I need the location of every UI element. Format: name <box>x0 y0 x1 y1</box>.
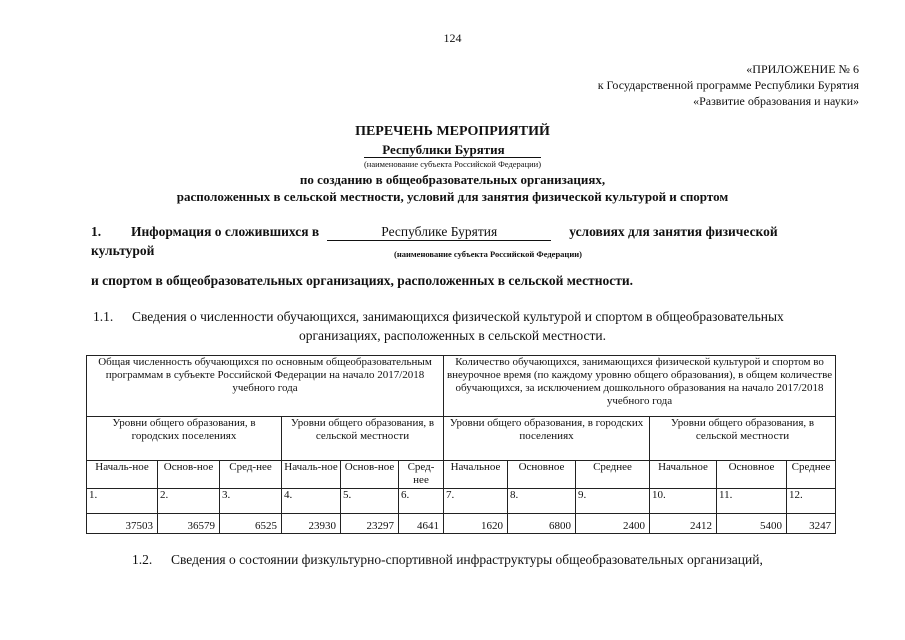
column-number: 1. <box>87 489 158 514</box>
appendix-line-2: к Государственной программе Республики Бурятия <box>597 78 859 92</box>
title-region-note: (наименование субъекта Российской Федерации) <box>363 159 542 169</box>
subheader-rural-sport: Уровни общего образования, в сельской местности <box>650 417 836 461</box>
column-number: 12. <box>787 489 836 514</box>
column-number: 3. <box>220 489 282 514</box>
section-1-text-d: и спортом в общеобразовательных организациях, расположенных в сельской местности. <box>91 273 634 288</box>
column-number: 8. <box>508 489 576 514</box>
section-1-2-text: Сведения о состоянии физкультурно-спортивной инфраструктуры общеобразовательных организаций, <box>171 552 763 567</box>
column-header: Среднее <box>576 461 650 489</box>
title-line-2: расположенных в сельской местности, условий для занятия физической культурой и спортом <box>176 189 729 204</box>
title-region-text: Республики Бурятия <box>364 143 540 158</box>
column-number: 2. <box>158 489 220 514</box>
section-1-text-a: Информация о сложившихся в <box>131 224 320 239</box>
subheader-rural-total: Уровни общего образования, в сельской местности <box>282 417 444 461</box>
column-header: Начальное <box>444 461 508 489</box>
section-1-1-number: 1.1. <box>93 309 114 324</box>
value-cell: 6525 <box>220 514 282 534</box>
column-number: 10. <box>650 489 717 514</box>
column-header: Основное <box>508 461 576 489</box>
appendix-header <box>598 61 859 109</box>
column-number: 9. <box>576 489 650 514</box>
section-1-2-line <box>132 552 763 568</box>
document-title: ПЕРЕЧЕНЬ МЕРОПРИЯТИЙ <box>355 124 550 139</box>
subheader-urban-sport: Уровни общего образования, в городских поселениях <box>444 417 650 461</box>
column-number: 11. <box>717 489 787 514</box>
section-1-text-c: культурой <box>91 243 155 258</box>
section-1-region: Республике Бурятия <box>327 224 551 241</box>
value-cell: 23297 <box>341 514 399 534</box>
appendix-line-3: «Развитие образования и науки» <box>693 94 859 108</box>
section-1-1-line-2: организациях, расположенных в сельской местности. <box>299 328 606 343</box>
subheader-urban-total: Уровни общего образования, в городских поселениях <box>87 417 282 461</box>
column-header: Сред-нее <box>220 461 282 489</box>
section-1-1-text: Сведения о численности обучающихся, занимающихся физической культурой и спортом в общеобразовательных <box>132 309 784 324</box>
value-cell: 4641 <box>399 514 444 534</box>
value-cell: 6800 <box>508 514 576 534</box>
students-table <box>86 355 836 534</box>
column-header: Основное <box>717 461 787 489</box>
column-header: Началь-ное <box>282 461 341 489</box>
title-region <box>0 142 905 158</box>
column-number: 6. <box>399 489 444 514</box>
page-number: 124 <box>443 31 462 45</box>
appendix-line-1: «ПРИЛОЖЕНИЕ № 6 <box>746 62 859 76</box>
column-number: 5. <box>341 489 399 514</box>
column-number: 4. <box>282 489 341 514</box>
title-line-1: по созданию в общеобразовательных организациях, <box>299 172 606 187</box>
value-cell: 2412 <box>650 514 717 534</box>
value-cell: 5400 <box>717 514 787 534</box>
group-header-total: Общая численность обучающихся по основным общеобразовательным программам в субъекте Российской Федерации на начало 2017/2018 учебного года <box>87 356 444 417</box>
value-cell: 37503 <box>87 514 158 534</box>
value-cell: 36579 <box>158 514 220 534</box>
column-header: Начальное <box>650 461 717 489</box>
value-cell: 23930 <box>282 514 341 534</box>
column-header: Основ-ное <box>341 461 399 489</box>
section-1-1-line-1 <box>93 309 784 325</box>
section-1-number: 1. <box>91 224 102 239</box>
column-header: Сред-нее <box>399 461 444 489</box>
column-header: Основ-ное <box>158 461 220 489</box>
column-header: Началь-ное <box>87 461 158 489</box>
value-cell: 3247 <box>787 514 836 534</box>
value-cell: 2400 <box>576 514 650 534</box>
group-header-sport: Количество обучающихся, занимающихся физической культурой и спортом во внеурочное время (по каждому уровню общего образования), в общем количестве обучающихся, за исключением дошкольного образования на начало 2017/2018 учебного года <box>444 356 836 417</box>
column-number: 7. <box>444 489 508 514</box>
section-1-heading <box>91 224 778 241</box>
column-header: Среднее <box>787 461 836 489</box>
value-cell: 1620 <box>444 514 508 534</box>
section-1-text-b: условиях для занятия физической <box>569 224 778 239</box>
section-1-2-number: 1.2. <box>132 552 153 567</box>
section-1-region-note: (наименование субъекта Российской Федерации) <box>394 249 582 259</box>
